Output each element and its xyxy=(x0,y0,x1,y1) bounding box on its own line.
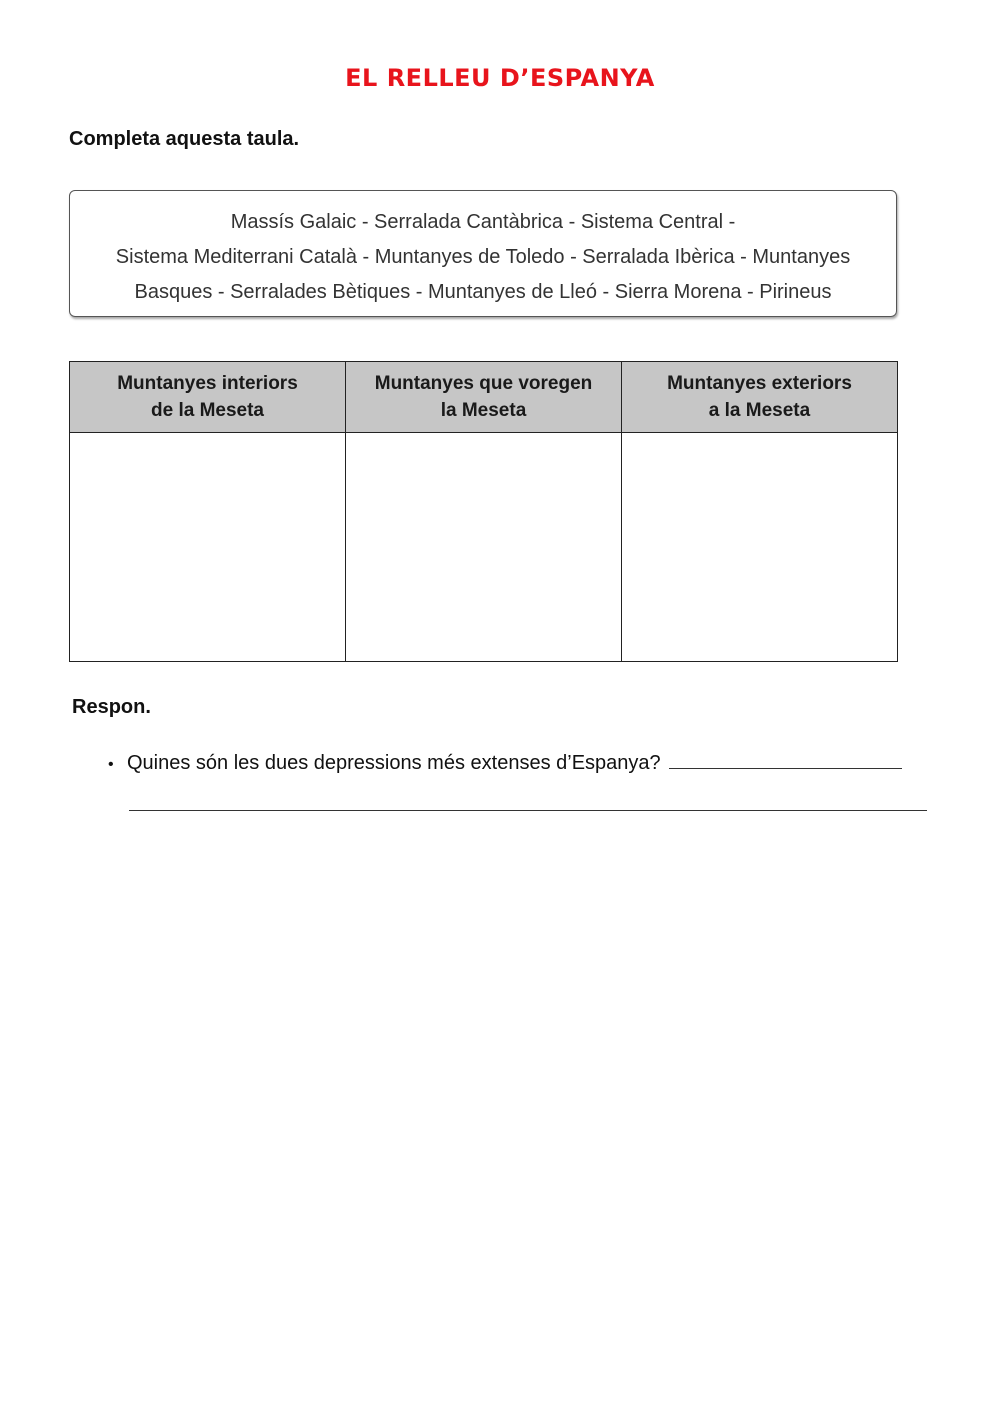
mountains-table xyxy=(69,361,898,662)
header-interior-mountains xyxy=(70,362,346,433)
answer-cell-exterior[interactable] xyxy=(622,433,898,662)
header-line: a la Meseta xyxy=(708,400,811,421)
question-text: Quines són les dues depressions més extenses d’Espanya? xyxy=(127,752,661,774)
answer-cell-interior[interactable] xyxy=(70,433,346,662)
header-bordering-mountains xyxy=(346,362,622,433)
answer-blank-inline[interactable] xyxy=(669,750,902,769)
header-line: Muntanyes exteriors xyxy=(667,373,852,394)
page-title: EL RELLEU D’ESPANYA xyxy=(345,64,655,92)
table-header-row xyxy=(70,362,898,433)
answer-blank-line[interactable] xyxy=(129,810,927,811)
header-exterior-mountains xyxy=(622,362,898,433)
header-line: Muntanyes que voregen xyxy=(374,373,593,394)
bullet-icon: • xyxy=(108,756,114,773)
header-line: Muntanyes interiors xyxy=(117,373,298,394)
word-bank-line: Sistema Mediterrani Català - Muntanyes de Toledo - Serralada Ibèrica - Muntanyes xyxy=(115,246,851,268)
table-instruction: Completa aquesta taula. xyxy=(69,128,300,150)
table-row xyxy=(70,433,898,662)
answer-cell-bordering[interactable] xyxy=(346,433,622,662)
header-line: de la Meseta xyxy=(151,400,264,421)
question-item xyxy=(108,750,902,775)
answer-instruction: Respon. xyxy=(72,696,151,718)
word-bank-line: Basques - Serralades Bètiques - Muntanyes de Lleó - Sierra Morena - Pirineus xyxy=(134,281,832,303)
word-bank-box xyxy=(69,190,897,317)
header-line: la Meseta xyxy=(440,400,527,421)
word-bank-line: Massís Galaic - Serralada Cantàbrica - Sistema Central - xyxy=(230,211,736,233)
